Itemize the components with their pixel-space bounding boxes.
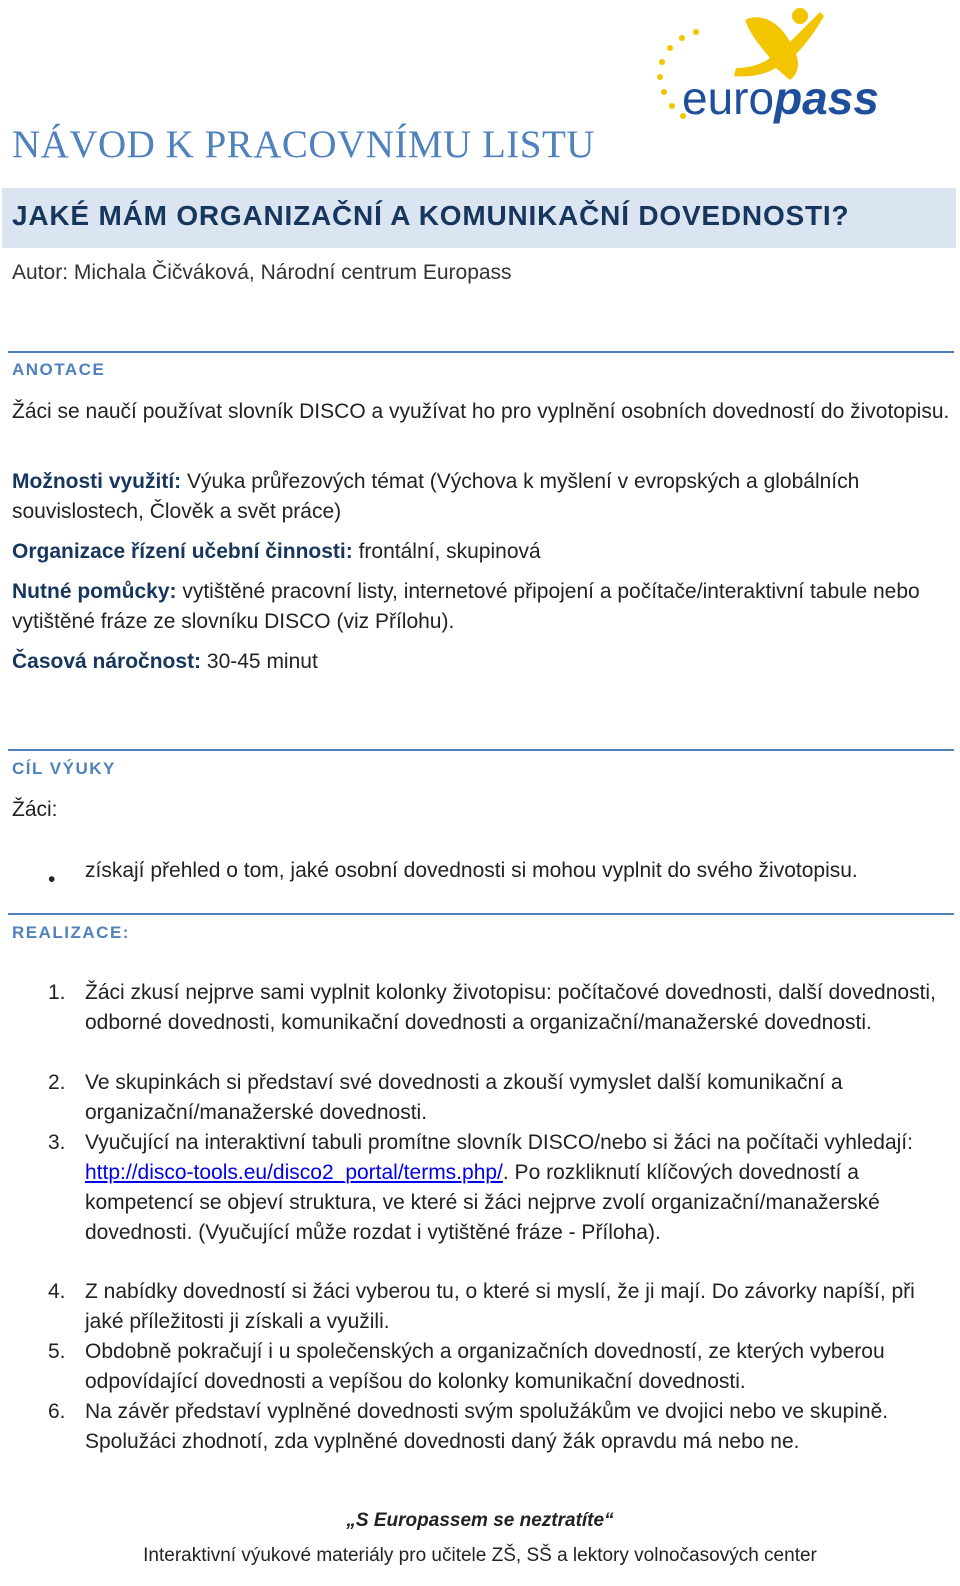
step-text-part: . Po rozkliknutí klíčových dovedností a kompetencí se objeví struktura, ve které si žáci nejprve zvolí organizační/manažerské dovednosti. (Vyučující může rozdat i vytištěné fráze - Příloha). [85,1161,880,1244]
casova-narocnost [12,647,952,677]
page-subtitle: JAKÉ MÁM ORGANIZAČNÍ A KOMUNIKAČNÍ DOVEDNOSTI? [12,200,850,231]
anotace-text: Žáci se naučí používat slovník DISCO a využívat ho pro vyplnění osobních dovedností do životopisu. [12,400,950,423]
page-title: NÁVOD K PRACOVNÍMU LISTU [12,123,595,166]
pomucky-text: vytištěné pracovní listy, internetové připojení a počítače/interaktivní tabule nebo vytištěné fráze ze slovníku DISCO (viz Přílohu). [12,580,920,633]
casova-text: 30-45 minut [201,650,318,673]
cil-intro: Žáci: [12,798,58,821]
step-number: 6. [48,1400,66,1423]
organizace-label: Organizace řízení učební činnosti: [12,540,353,563]
step-number: 3. [48,1131,66,1154]
organizace-text: frontální, skupinová [352,540,541,563]
section-heading-realizace: REALIZACE: [12,923,130,942]
section-divider [8,749,954,751]
step-number: 5. [48,1340,66,1363]
europass-logo [650,2,880,126]
moznosti-label: Možnosti využití: [12,470,182,493]
step-number: 4. [48,1280,66,1303]
nutne-pomucky [12,577,952,637]
disco-portal-link[interactable]: http://disco-tools.eu/disco2_portal/terms.php/ [85,1161,503,1184]
pomucky-label: Nutné pomůcky: [12,580,177,603]
footer-motto: „S Europassem se neztratíte“ [346,1510,614,1531]
organizace-rizeni [12,537,952,567]
cil-bullet: získají přehled o tom, jaké osobní dovednosti si mohou vyplnit do svého životopisu. [85,859,858,882]
step-text-part: Vyučující na interaktivní tabuli promítne slovník DISCO/nebo si žáci na počítači vyhledají: [85,1131,913,1154]
footer-tagline: Interaktivní výukové materiály pro učitele ZŠ, SŠ a lektory volnočasových center [143,1545,817,1566]
moznosti-text: Výuka průřezových témat (Výchova k myšlení v evropských a globálních souvislostech, Člověk a svět práce) [12,470,860,523]
step-number: 1. [48,981,66,1004]
step-text: Žáci zkusí nejprve sami vyplnit kolonky životopisu: počítačové dovednosti, další dovednosti, odborné dovednosti, komunikační dovednosti a organizační/manažerské dovednosti. [85,981,936,1034]
step-text: Ve skupinkách si představí své dovednosti a zkouší vymyslet další komunikační a organizační/manažerské dovednosti. [85,1071,843,1124]
moznosti-vyuziti [12,467,952,527]
step-text: Na závěr představí vyplněné dovednosti svým spolužákům ve dvojici nebo ve skupině. Spolužáci zhodnotí, zda vyplněné dovednosti daný žák opravdu má nebo ne. [85,1400,889,1453]
step-number: 2. [48,1071,66,1094]
section-heading-anotace: ANOTACE [12,360,106,379]
step-text: Obdobně pokračují i u společenských a organizačních dovedností, ze kterých vyberou odpovídající dovednosti a vepíšou do kolonky komunikační dovednosti. [85,1340,885,1393]
author-line: Autor: Michala Čičváková, Národní centrum Europass [12,261,512,284]
step-text [85,1128,945,1248]
section-divider [8,351,954,353]
bullet-icon: • [48,868,56,891]
logo-wordmark: europass [682,72,879,124]
step-text: Z nabídky dovedností si žáci vyberou tu, o které si myslí, že ji mají. Do závorky napíší, při jaké příležitosti ji získali a využili. [85,1280,915,1333]
casova-label: Časová náročnost: [12,650,202,673]
section-heading-cil: CÍL VÝUKY [12,759,116,778]
section-divider [8,913,954,915]
runner-figure-icon [734,12,824,80]
